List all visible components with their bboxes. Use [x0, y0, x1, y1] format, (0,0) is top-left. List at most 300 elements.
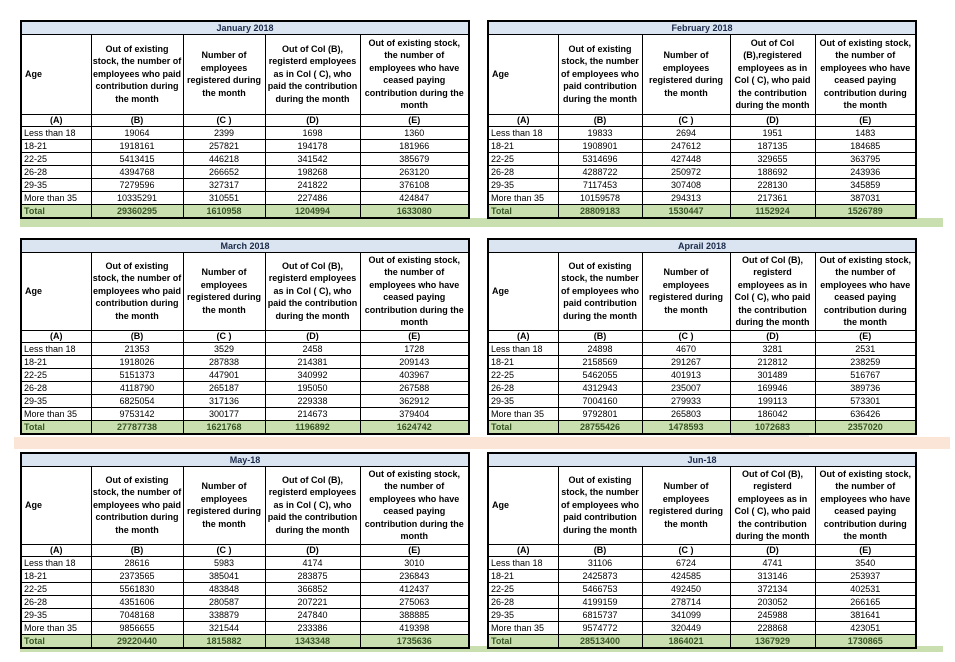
age-label[interactable]: 26-28	[21, 165, 91, 178]
column-letter[interactable]: (A)	[488, 544, 558, 556]
total-value[interactable]: 1530447	[642, 204, 730, 218]
data-cell[interactable]: 388885	[360, 608, 469, 621]
data-cell[interactable]: 636426	[815, 407, 916, 420]
column-letter[interactable]: (E)	[815, 544, 916, 556]
data-cell[interactable]: 194178	[265, 139, 360, 152]
col-d-header[interactable]: Out of Col (B),registered employees as in Col ( C), who paid the contribution during the month	[730, 34, 815, 114]
column-letter[interactable]: (C )	[642, 544, 730, 556]
data-cell[interactable]: 1918026	[91, 355, 183, 368]
table-row	[21, 178, 469, 191]
age-label[interactable]: More than 35	[488, 191, 558, 204]
column-letter-row	[488, 330, 916, 342]
data-cell[interactable]: 2531	[815, 342, 916, 355]
column-header-row	[488, 34, 916, 114]
data-cell[interactable]: 4741	[730, 556, 815, 569]
data-cell[interactable]: 3540	[815, 556, 916, 569]
data-cell[interactable]: 6724	[642, 556, 730, 569]
data-cell[interactable]: 516767	[815, 368, 916, 381]
column-letter[interactable]: (C )	[183, 544, 265, 556]
data-cell[interactable]: 447901	[183, 368, 265, 381]
column-letter[interactable]: (B)	[558, 330, 642, 342]
data-cell[interactable]: 5314696	[558, 152, 642, 165]
age-label[interactable]: Less than 18	[21, 342, 91, 355]
data-cell[interactable]: 412437	[360, 582, 469, 595]
table-row	[488, 165, 916, 178]
data-cell[interactable]: 341542	[265, 152, 360, 165]
total-value[interactable]: 1730865	[815, 634, 916, 648]
data-cell[interactable]: 243936	[815, 165, 916, 178]
col-c-header[interactable]: Number of employees registered during the month	[642, 466, 730, 544]
column-letter-row	[488, 114, 916, 126]
total-value[interactable]: 28755426	[558, 420, 642, 434]
total-value[interactable]: 28809183	[558, 204, 642, 218]
col-b-header[interactable]: Out of existing stock, the number of employees who paid contribution during the month	[91, 34, 183, 114]
age-column-header[interactable]: Age	[21, 34, 91, 114]
data-cell[interactable]: 31106	[558, 556, 642, 569]
data-cell[interactable]: 385679	[360, 152, 469, 165]
total-value[interactable]: 28513400	[558, 634, 642, 648]
data-cell[interactable]: 279933	[642, 394, 730, 407]
total-value[interactable]: 29360295	[91, 204, 183, 218]
data-cell[interactable]: 214673	[265, 407, 360, 420]
data-cell[interactable]: 321544	[183, 621, 265, 634]
data-cell[interactable]: 209143	[360, 355, 469, 368]
data-cell[interactable]: 207221	[265, 595, 360, 608]
total-label[interactable]: Total	[21, 634, 91, 648]
data-cell[interactable]: 217361	[730, 191, 815, 204]
col-d-header[interactable]: Out of Col (B), registerd employees as in Col ( C), who paid the contribution during the month	[265, 252, 360, 330]
data-cell[interactable]: 214381	[265, 355, 360, 368]
age-label[interactable]: 22-25	[488, 582, 558, 595]
data-cell[interactable]: 6815737	[558, 608, 642, 621]
data-cell[interactable]: 341099	[642, 608, 730, 621]
column-letter[interactable]: (C )	[642, 114, 730, 126]
age-label[interactable]: Less than 18	[21, 556, 91, 569]
data-cell[interactable]: 320449	[642, 621, 730, 634]
table-title[interactable]: Jun-18	[488, 453, 916, 466]
data-cell[interactable]: 228130	[730, 178, 815, 191]
data-cell[interactable]: 181966	[360, 139, 469, 152]
data-cell[interactable]: 300177	[183, 407, 265, 420]
data-cell[interactable]: 280587	[183, 595, 265, 608]
data-cell[interactable]: 7279596	[91, 178, 183, 191]
data-cell[interactable]: 245988	[730, 608, 815, 621]
data-cell[interactable]: 227486	[265, 191, 360, 204]
total-value[interactable]: 1610958	[183, 204, 265, 218]
data-cell[interactable]: 233386	[265, 621, 360, 634]
data-cell[interactable]: 5462055	[558, 368, 642, 381]
data-cell[interactable]: 4199159	[558, 595, 642, 608]
total-value[interactable]: 1633080	[360, 204, 469, 218]
total-value[interactable]: 1526789	[815, 204, 916, 218]
table-title[interactable]: January 2018	[21, 21, 469, 34]
data-cell[interactable]: 340992	[265, 368, 360, 381]
data-cell[interactable]: 4174	[265, 556, 360, 569]
col-c-header[interactable]: Number of employees registered during the month	[183, 466, 265, 544]
total-value[interactable]: 1478593	[642, 420, 730, 434]
data-cell[interactable]: 5561830	[91, 582, 183, 595]
col-c-header[interactable]: Number of employees registered during the month	[642, 34, 730, 114]
data-cell[interactable]: 265187	[183, 381, 265, 394]
data-cell[interactable]: 5983	[183, 556, 265, 569]
age-label[interactable]: More than 35	[21, 621, 91, 634]
age-label[interactable]: 26-28	[488, 595, 558, 608]
table-february-2018	[487, 20, 915, 219]
table-row	[488, 191, 916, 204]
column-header-row	[488, 466, 916, 544]
col-b-header[interactable]: Out of existing stock, the number of employees who paid contribution during the month	[558, 466, 642, 544]
data-cell[interactable]: 372134	[730, 582, 815, 595]
data-cell[interactable]: 283875	[265, 569, 360, 582]
data-cell[interactable]: 379404	[360, 407, 469, 420]
column-letter[interactable]: (E)	[360, 114, 469, 126]
age-label[interactable]: 29-35	[488, 178, 558, 191]
column-letter[interactable]: (C )	[183, 330, 265, 342]
total-row	[488, 420, 916, 434]
col-b-header[interactable]: Out of existing stock, the number of employees who paid contribution during the month	[91, 252, 183, 330]
age-label[interactable]: 22-25	[488, 368, 558, 381]
data-cell[interactable]: 257821	[183, 139, 265, 152]
data-cell[interactable]: 327317	[183, 178, 265, 191]
age-column-header[interactable]: Age	[488, 466, 558, 544]
table-title[interactable]: February 2018	[488, 21, 916, 34]
data-cell[interactable]: 363795	[815, 152, 916, 165]
data-cell[interactable]: 228868	[730, 621, 815, 634]
data-cell[interactable]: 5413415	[91, 152, 183, 165]
data-cell[interactable]: 21353	[91, 342, 183, 355]
data-cell[interactable]: 5151373	[91, 368, 183, 381]
data-cell[interactable]: 427448	[642, 152, 730, 165]
data-cell[interactable]: 203052	[730, 595, 815, 608]
age-label[interactable]: 29-35	[21, 178, 91, 191]
data-cell[interactable]: 338879	[183, 608, 265, 621]
data-cell[interactable]: 401913	[642, 368, 730, 381]
col-c-header[interactable]: Number of employees registered during the month	[642, 252, 730, 330]
total-value[interactable]: 2357020	[815, 420, 916, 434]
table-row	[21, 381, 469, 394]
data-cell[interactable]: 3281	[730, 342, 815, 355]
column-letter[interactable]: (D)	[265, 544, 360, 556]
age-label[interactable]: 26-28	[21, 595, 91, 608]
age-label[interactable]: More than 35	[488, 621, 558, 634]
data-cell[interactable]: 266165	[815, 595, 916, 608]
data-cell[interactable]: 4670	[642, 342, 730, 355]
column-letter-row	[21, 544, 469, 556]
total-value[interactable]: 1343348	[265, 634, 360, 648]
column-letter[interactable]: (D)	[265, 330, 360, 342]
data-cell[interactable]: 313146	[730, 569, 815, 582]
data-cell[interactable]: 7117453	[558, 178, 642, 191]
age-label[interactable]: More than 35	[21, 191, 91, 204]
column-letter[interactable]: (A)	[488, 114, 558, 126]
data-cell[interactable]: 4118790	[91, 381, 183, 394]
total-value[interactable]: 1367929	[730, 634, 815, 648]
data-cell[interactable]: 253937	[815, 569, 916, 582]
data-cell[interactable]: 199113	[730, 394, 815, 407]
table-april-2018	[487, 238, 915, 435]
column-letter[interactable]: (B)	[558, 114, 642, 126]
data-cell[interactable]: 1483	[815, 126, 916, 139]
data-cell[interactable]: 24898	[558, 342, 642, 355]
data-cell[interactable]: 19064	[91, 126, 183, 139]
column-letter[interactable]: (B)	[91, 114, 183, 126]
total-label[interactable]: Total	[488, 420, 558, 434]
total-label[interactable]: Total	[21, 204, 91, 218]
age-label[interactable]: 29-35	[21, 608, 91, 621]
data-cell[interactable]: 3010	[360, 556, 469, 569]
data-cell[interactable]: 1698	[265, 126, 360, 139]
total-label[interactable]: Total	[488, 204, 558, 218]
age-label[interactable]: 22-25	[21, 582, 91, 595]
table-title-row	[488, 21, 916, 34]
data-cell[interactable]: 7048168	[91, 608, 183, 621]
data-cell[interactable]: 278714	[642, 595, 730, 608]
data-cell[interactable]: 195050	[265, 381, 360, 394]
data-cell[interactable]: 389736	[815, 381, 916, 394]
col-b-header[interactable]: Out of existing stock, the number of employees who paid contribution during the month	[91, 466, 183, 544]
age-label[interactable]: 29-35	[21, 394, 91, 407]
age-label[interactable]: 29-35	[488, 394, 558, 407]
data-cell[interactable]: 381641	[815, 608, 916, 621]
col-e-header[interactable]: Out of existing stock, the number of employees who have ceased paying contribution during the month	[360, 466, 469, 544]
age-label[interactable]: 18-21	[21, 139, 91, 152]
data-cell[interactable]: 1360	[360, 126, 469, 139]
total-row	[488, 634, 916, 648]
age-label[interactable]: 18-21	[21, 355, 91, 368]
column-letter[interactable]: (B)	[91, 544, 183, 556]
data-cell[interactable]: 329655	[730, 152, 815, 165]
age-label[interactable]: Less than 18	[488, 126, 558, 139]
data-cell[interactable]: 9792801	[558, 407, 642, 420]
data-cell[interactable]: 267588	[360, 381, 469, 394]
col-d-header[interactable]: Out of Col (B), registerd employees as in Col ( C), who paid the contribution during the month	[730, 466, 815, 544]
data-cell[interactable]: 188692	[730, 165, 815, 178]
data-cell[interactable]: 187135	[730, 139, 815, 152]
table-row	[21, 165, 469, 178]
age-label[interactable]: 26-28	[488, 381, 558, 394]
data-cell[interactable]: 275063	[360, 595, 469, 608]
column-letter[interactable]: (D)	[730, 544, 815, 556]
data-cell[interactable]: 2458	[265, 342, 360, 355]
data-cell[interactable]: 247612	[642, 139, 730, 152]
data-cell[interactable]: 483848	[183, 582, 265, 595]
total-value[interactable]: 1621768	[183, 420, 265, 434]
column-letter[interactable]: (B)	[558, 544, 642, 556]
data-cell[interactable]: 186042	[730, 407, 815, 420]
table-title-row	[21, 453, 469, 466]
age-label[interactable]: 26-28	[488, 165, 558, 178]
data-cell[interactable]: 317136	[183, 394, 265, 407]
data-cell[interactable]: 4288722	[558, 165, 642, 178]
col-e-header[interactable]: Out of existing stock, the number of employees who have ceased paying contribution during the month	[815, 34, 916, 114]
age-label[interactable]: 18-21	[488, 569, 558, 582]
age-label[interactable]: 18-21	[21, 569, 91, 582]
data-cell[interactable]: 241822	[265, 178, 360, 191]
table-title-row	[488, 239, 916, 252]
data-cell[interactable]: 362912	[360, 394, 469, 407]
table-row	[21, 394, 469, 407]
column-letter[interactable]: (A)	[21, 114, 91, 126]
data-cell[interactable]: 10335291	[91, 191, 183, 204]
data-cell[interactable]: 310551	[183, 191, 265, 204]
data-cell[interactable]: 366852	[265, 582, 360, 595]
column-letter[interactable]: (C )	[183, 114, 265, 126]
col-d-header[interactable]: Out of Col (B), registerd employees as in Col ( C), who paid the contribution during the month	[730, 252, 815, 330]
data-cell[interactable]: 229338	[265, 394, 360, 407]
data-cell[interactable]: 9753142	[91, 407, 183, 420]
table-row	[21, 368, 469, 381]
data-cell[interactable]: 492450	[642, 582, 730, 595]
data-cell[interactable]: 198268	[265, 165, 360, 178]
data-cell[interactable]: 265803	[642, 407, 730, 420]
data-cell[interactable]: 19833	[558, 126, 642, 139]
column-letter[interactable]: (E)	[815, 114, 916, 126]
data-cell[interactable]: 4394768	[91, 165, 183, 178]
data-cell[interactable]: 212812	[730, 355, 815, 368]
column-letter[interactable]: (A)	[21, 330, 91, 342]
age-label[interactable]: Less than 18	[488, 342, 558, 355]
data-cell[interactable]: 307408	[642, 178, 730, 191]
age-column-header[interactable]: Age	[21, 252, 91, 330]
age-label[interactable]: 26-28	[21, 381, 91, 394]
data-cell[interactable]: 247840	[265, 608, 360, 621]
col-e-header[interactable]: Out of existing stock, the number of employees who have ceased paying contribution during the month	[360, 34, 469, 114]
table-title[interactable]: May-18	[21, 453, 469, 466]
age-label[interactable]: More than 35	[21, 407, 91, 420]
column-letter[interactable]: (A)	[488, 330, 558, 342]
age-column-header[interactable]: Age	[488, 252, 558, 330]
table-title[interactable]: March 2018	[21, 239, 469, 252]
data-cell[interactable]: 250972	[642, 165, 730, 178]
total-value[interactable]: 1196892	[265, 420, 360, 434]
data-cell[interactable]: 4351606	[91, 595, 183, 608]
data-cell[interactable]: 3529	[183, 342, 265, 355]
data-cell[interactable]: 387031	[815, 191, 916, 204]
age-label[interactable]: More than 35	[488, 407, 558, 420]
data-cell[interactable]: 266652	[183, 165, 265, 178]
data-cell[interactable]: 10159578	[558, 191, 642, 204]
col-d-header[interactable]: Out of Col (B), registerd employees as in Col ( C), who paid the contribution during the month	[265, 466, 360, 544]
total-value[interactable]: 1152924	[730, 204, 815, 218]
column-letter[interactable]: (B)	[91, 330, 183, 342]
total-value[interactable]: 1864021	[642, 634, 730, 648]
data-cell[interactable]: 4312943	[558, 381, 642, 394]
data-cell[interactable]: 235007	[642, 381, 730, 394]
age-label[interactable]: 18-21	[488, 355, 558, 368]
age-label[interactable]: 18-21	[488, 139, 558, 152]
data-cell[interactable]: 9574772	[558, 621, 642, 634]
column-letter[interactable]: (C )	[642, 330, 730, 342]
data-cell[interactable]: 573301	[815, 394, 916, 407]
data-cell[interactable]: 236843	[360, 569, 469, 582]
column-letter[interactable]: (E)	[815, 330, 916, 342]
data-cell[interactable]: 2158569	[558, 355, 642, 368]
age-label[interactable]: 22-25	[21, 152, 91, 165]
total-value[interactable]: 29220440	[91, 634, 183, 648]
data-cell[interactable]: 446218	[183, 152, 265, 165]
col-c-header[interactable]: Number of employees registered during the month	[183, 252, 265, 330]
data-cell[interactable]: 376108	[360, 178, 469, 191]
data-cell[interactable]: 263120	[360, 165, 469, 178]
data-cell[interactable]: 5466753	[558, 582, 642, 595]
total-row	[21, 420, 469, 434]
data-cell[interactable]: 424585	[642, 569, 730, 582]
col-e-header[interactable]: Out of existing stock, the number of employees who have ceased paying contribution during the month	[815, 466, 916, 544]
age-label[interactable]: 22-25	[488, 152, 558, 165]
column-letter[interactable]: (E)	[360, 544, 469, 556]
age-column-header[interactable]: Age	[21, 466, 91, 544]
table-row	[488, 126, 916, 139]
table-row	[488, 152, 916, 165]
total-label[interactable]: Total	[488, 634, 558, 648]
data-cell[interactable]: 2425873	[558, 569, 642, 582]
column-letter[interactable]: (D)	[730, 330, 815, 342]
data-cell[interactable]: 184685	[815, 139, 916, 152]
data-cell[interactable]: 2694	[642, 126, 730, 139]
data-cell[interactable]: 1908901	[558, 139, 642, 152]
data-cell[interactable]: 1918161	[91, 139, 183, 152]
data-cell[interactable]: 403967	[360, 368, 469, 381]
data-cell[interactable]: 402531	[815, 582, 916, 595]
data-cell[interactable]: 1951	[730, 126, 815, 139]
age-label[interactable]: 29-35	[488, 608, 558, 621]
data-cell[interactable]: 419398	[360, 621, 469, 634]
data-cell[interactable]: 423051	[815, 621, 916, 634]
col-d-header[interactable]: Out of Col (B), registerd employees as in Col ( C), who paid the contribution during the month	[265, 34, 360, 114]
age-label[interactable]: Less than 18	[488, 556, 558, 569]
col-b-header[interactable]: Out of existing stock, the number of employees who paid contribution during the month	[558, 34, 642, 114]
data-cell[interactable]: 301489	[730, 368, 815, 381]
data-cell[interactable]: 2399	[183, 126, 265, 139]
column-letter[interactable]: (A)	[21, 544, 91, 556]
data-cell[interactable]: 424847	[360, 191, 469, 204]
data-cell[interactable]: 287838	[183, 355, 265, 368]
data-cell[interactable]: 2373565	[91, 569, 183, 582]
data-cell[interactable]: 9856655	[91, 621, 183, 634]
column-letter[interactable]: (E)	[360, 330, 469, 342]
age-label[interactable]: Less than 18	[21, 126, 91, 139]
total-row	[21, 634, 469, 648]
data-cell[interactable]: 291267	[642, 355, 730, 368]
data-cell[interactable]: 7004160	[558, 394, 642, 407]
total-value[interactable]: 1204994	[265, 204, 360, 218]
total-value[interactable]: 1072683	[730, 420, 815, 434]
data-cell[interactable]: 1728	[360, 342, 469, 355]
age-label[interactable]: 22-25	[21, 368, 91, 381]
col-e-header[interactable]: Out of existing stock, the number of employees who have ceased paying contribution during the month	[815, 252, 916, 330]
age-column-header[interactable]: Age	[488, 34, 558, 114]
data-cell[interactable]: 238259	[815, 355, 916, 368]
data-cell[interactable]: 169946	[730, 381, 815, 394]
data-cell[interactable]: 385041	[183, 569, 265, 582]
data-cell[interactable]: 28616	[91, 556, 183, 569]
column-letter[interactable]: (D)	[730, 114, 815, 126]
table-row	[21, 621, 469, 634]
data-cell[interactable]: 294313	[642, 191, 730, 204]
col-b-header[interactable]: Out of existing stock, the number of employees who paid contribution during the month	[558, 252, 642, 330]
total-label[interactable]: Total	[21, 420, 91, 434]
table-title[interactable]: Aprail 2018	[488, 239, 916, 252]
data-cell[interactable]: 345859	[815, 178, 916, 191]
total-value[interactable]: 27787738	[91, 420, 183, 434]
data-cell[interactable]: 6825054	[91, 394, 183, 407]
column-letter[interactable]: (D)	[265, 114, 360, 126]
col-e-header[interactable]: Out of existing stock, the number of employees who have ceased paying contribution during the month	[360, 252, 469, 330]
total-value[interactable]: 1815882	[183, 634, 265, 648]
col-c-header[interactable]: Number of employees registered during the month	[183, 34, 265, 114]
total-value[interactable]: 1735636	[360, 634, 469, 648]
total-value[interactable]: 1624742	[360, 420, 469, 434]
